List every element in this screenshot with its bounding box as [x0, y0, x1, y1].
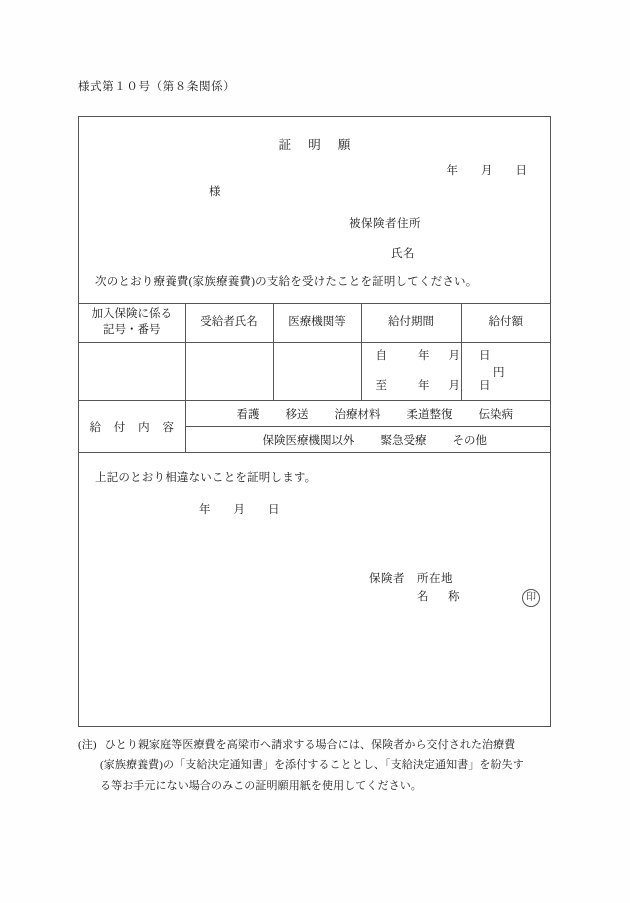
benefit-options-row-1[interactable]	[185, 401, 550, 427]
benefit-option-nursing[interactable]: 看護	[236, 408, 260, 421]
certification-date-month: 月	[233, 504, 246, 516]
benefit-option-emergency-care[interactable]: 緊急受療	[380, 434, 427, 447]
insurer-name-row	[369, 589, 464, 607]
cell-insurance-symbol[interactable]	[79, 343, 185, 401]
period-to-month: 月	[448, 379, 461, 392]
footnote-line-1	[78, 735, 556, 755]
insurer-label: 保険者	[369, 573, 405, 585]
col-header-benefit-amount: 給付額	[461, 304, 550, 343]
certification-section	[79, 453, 550, 718]
insurer-location-label: 所在地	[417, 573, 453, 585]
col-header-benefit-period: 給付期間	[361, 304, 461, 343]
insurer-name-label: 名 称	[417, 590, 464, 603]
cell-benefit-amount[interactable]	[461, 343, 550, 401]
period-to-day: 日	[479, 379, 492, 392]
application-date-month: 月	[481, 165, 494, 177]
benefit-option-infectious-disease[interactable]: 伝染病	[478, 408, 513, 421]
cell-benefit-period[interactable]	[361, 343, 492, 401]
benefit-options-row-2[interactable]	[185, 427, 550, 453]
certification-date-year: 年	[199, 504, 212, 516]
certification-date-day: 日	[268, 504, 281, 516]
cell-recipient-name[interactable]	[185, 343, 273, 401]
footnote-text-1: ひとり親家庭等医療費を高梁市へ請求する場合には、保険者から交付された治療費	[104, 739, 516, 751]
col-header-insurance-symbol	[79, 304, 185, 343]
application-date-day: 日	[515, 165, 528, 177]
certification-sentence: 上記のとおり相違ないことを証明します。	[95, 472, 317, 484]
period-to-label: 至	[375, 379, 388, 392]
footnote-line-2	[78, 755, 556, 775]
request-sentence: 次のとおり療養費(家族療養費)の支給を受けたことを証明してください。	[95, 276, 478, 288]
seal-icon: 印	[522, 589, 540, 607]
insured-name-label: 氏名	[391, 248, 415, 260]
footnote-text-3: る等お手元にない場合のみこの証明願用紙を使用してください。	[100, 779, 422, 792]
amount-unit-label: 円	[493, 366, 505, 379]
col-header-recipient-name: 受給者氏名	[185, 304, 273, 343]
period-from-month: 月	[448, 350, 461, 362]
period-to-line	[375, 379, 492, 393]
insurance-symbol-line2: 記号・番号	[103, 324, 161, 336]
form-number: 様式第１０号（第８条関係）	[78, 81, 236, 93]
period-from-day: 日	[479, 350, 492, 362]
addressee-suffix: 様	[209, 186, 221, 198]
benefit-option-judo-therapy[interactable]: 柔道整復	[406, 408, 453, 421]
benefit-content-row-1	[79, 401, 550, 427]
form-frame	[78, 116, 551, 727]
application-date-line	[447, 162, 529, 178]
benefit-content-label: 給 付 内 容	[79, 401, 185, 453]
footnote-text-2: (家族療養費)の「支給決定通知書」を添付することとし、「支給決定通知書」を紛失す	[100, 759, 524, 772]
period-to-year: 年	[418, 379, 431, 392]
insurer-location-row	[369, 571, 464, 589]
cell-medical-institution[interactable]	[273, 343, 361, 401]
document-title: 証 明 願	[278, 138, 358, 152]
footnote	[78, 735, 556, 796]
benefit-option-transport[interactable]: 移送	[285, 408, 309, 421]
benefit-option-other[interactable]: その他	[452, 434, 487, 447]
insurer-block	[369, 571, 464, 607]
footnote-line-3	[78, 776, 556, 796]
form-header-section	[79, 117, 550, 303]
insurance-symbol-line1: 加入保険に係る	[91, 308, 172, 321]
certification-date-line	[199, 501, 281, 517]
table-entry-row	[79, 343, 550, 401]
benefit-option-non-insured-institution[interactable]: 保険医療機関以外	[262, 434, 355, 447]
col-header-medical-institution: 医療機関等	[273, 304, 361, 343]
application-date-year: 年	[446, 165, 459, 177]
period-from-year: 年	[418, 350, 431, 362]
benefit-table	[79, 303, 550, 453]
table-header-row	[79, 304, 550, 343]
benefit-option-treatment-materials[interactable]: 治療材料	[334, 408, 381, 421]
footnote-marker: (注)	[78, 739, 97, 751]
insured-address-label: 被保険者住所	[349, 218, 421, 230]
period-from-label: 自	[375, 350, 388, 362]
period-from-line	[375, 350, 492, 363]
